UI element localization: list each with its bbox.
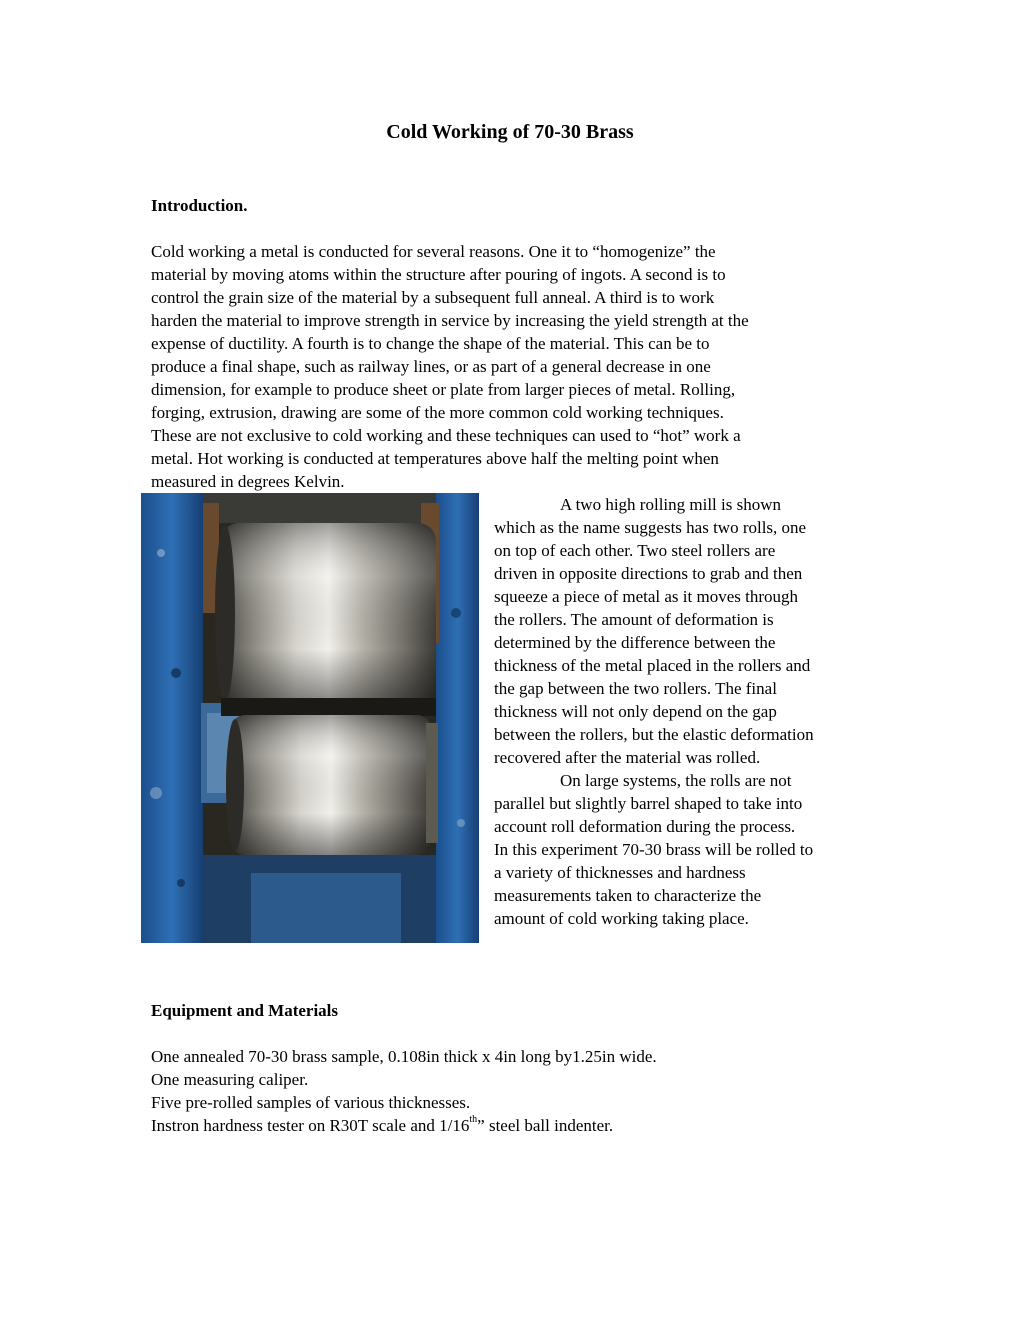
intro-line: dimension, for example to produce sheet or plate from larger pieces of metal. Rolling, xyxy=(151,380,736,399)
intro-line: harden the material to improve strength in service by increasing the yield strength at the xyxy=(151,311,749,330)
rolling-mill-description xyxy=(494,493,884,930)
side-line: squeeze a piece of metal as it moves through xyxy=(494,587,798,606)
intro-line: produce a final shape, such as railway lines, or as part of a general decrease in one xyxy=(151,357,711,376)
intro-line: expense of ductility. A fourth is to change the shape of the material. This can be to xyxy=(151,334,710,353)
document-title: Cold Working of 70-30 Brass xyxy=(386,121,634,143)
intro-line: measured in degrees Kelvin. xyxy=(151,472,345,491)
equipment-item-text: Instron hardness tester on R30T scale and 1/16 xyxy=(151,1116,470,1135)
equipment-list xyxy=(151,1045,657,1137)
side-line: the gap between the two rollers. The final xyxy=(494,679,777,698)
intro-line: control the grain size of the material by a subsequent full anneal. A third is to work xyxy=(151,288,715,307)
equipment-heading: Equipment and Materials xyxy=(151,1001,339,1020)
side-line: recovered after the material was rolled. xyxy=(494,748,761,767)
intro-line: material by moving atoms within the structure after pouring of ingots. A second is to xyxy=(151,265,726,284)
equipment-item: Five pre-rolled samples of various thicknesses. xyxy=(151,1093,471,1112)
intro-line: Cold working a metal is conducted for several reasons. One it to “homogenize” the xyxy=(151,242,716,261)
side-line: the rollers. The amount of deformation is xyxy=(494,610,774,629)
side-line: between the rollers, but the elastic deformation xyxy=(494,725,814,744)
side-line: measurements taken to characterize the xyxy=(494,886,762,905)
introduction-heading: Introduction. xyxy=(151,196,248,215)
side-line: thickness will not only depend on the gap xyxy=(494,702,777,721)
equipment-item: One annealed 70-30 brass sample, 0.108in thick x 4in long by1.25in wide. xyxy=(151,1047,657,1066)
intro-line: These are not exclusive to cold working and these techniques can used to “hot” work a xyxy=(151,426,741,445)
intro-line: forging, extrusion, drawing are some of the more common cold working techniques. xyxy=(151,403,724,422)
side-line: on top of each other. Two steel rollers are xyxy=(494,541,776,560)
equipment-item: One measuring caliper. xyxy=(151,1070,309,1089)
side-line: thickness of the metal placed in the rollers and xyxy=(494,656,811,675)
side-line: amount of cold working taking place. xyxy=(494,909,749,928)
equipment-item xyxy=(151,1114,657,1137)
side-line: On large systems, the rolls are not xyxy=(560,771,792,790)
intro-line: metal. Hot working is conducted at temperatures above half the melting point when xyxy=(151,449,719,468)
side-line: In this experiment 70-30 brass will be rolled to xyxy=(494,840,814,859)
rolling-mill-photo xyxy=(141,493,479,943)
rolling-mill-illustration xyxy=(141,493,479,943)
side-line: parallel but slightly barrel shaped to take into xyxy=(494,794,803,813)
introduction-paragraph xyxy=(151,240,871,493)
side-line: which as the name suggests has two rolls, one xyxy=(494,518,807,537)
side-line: driven in opposite directions to grab and then xyxy=(494,564,803,583)
side-line: a variety of thicknesses and hardness xyxy=(494,863,746,882)
equipment-item-text: ” steel ball indenter. xyxy=(477,1116,614,1135)
superscript: th xyxy=(469,1114,478,1126)
side-line: determined by the difference between the xyxy=(494,633,776,652)
side-line: A two high rolling mill is shown xyxy=(560,495,782,514)
side-line: account roll deformation during the process. xyxy=(494,817,796,836)
